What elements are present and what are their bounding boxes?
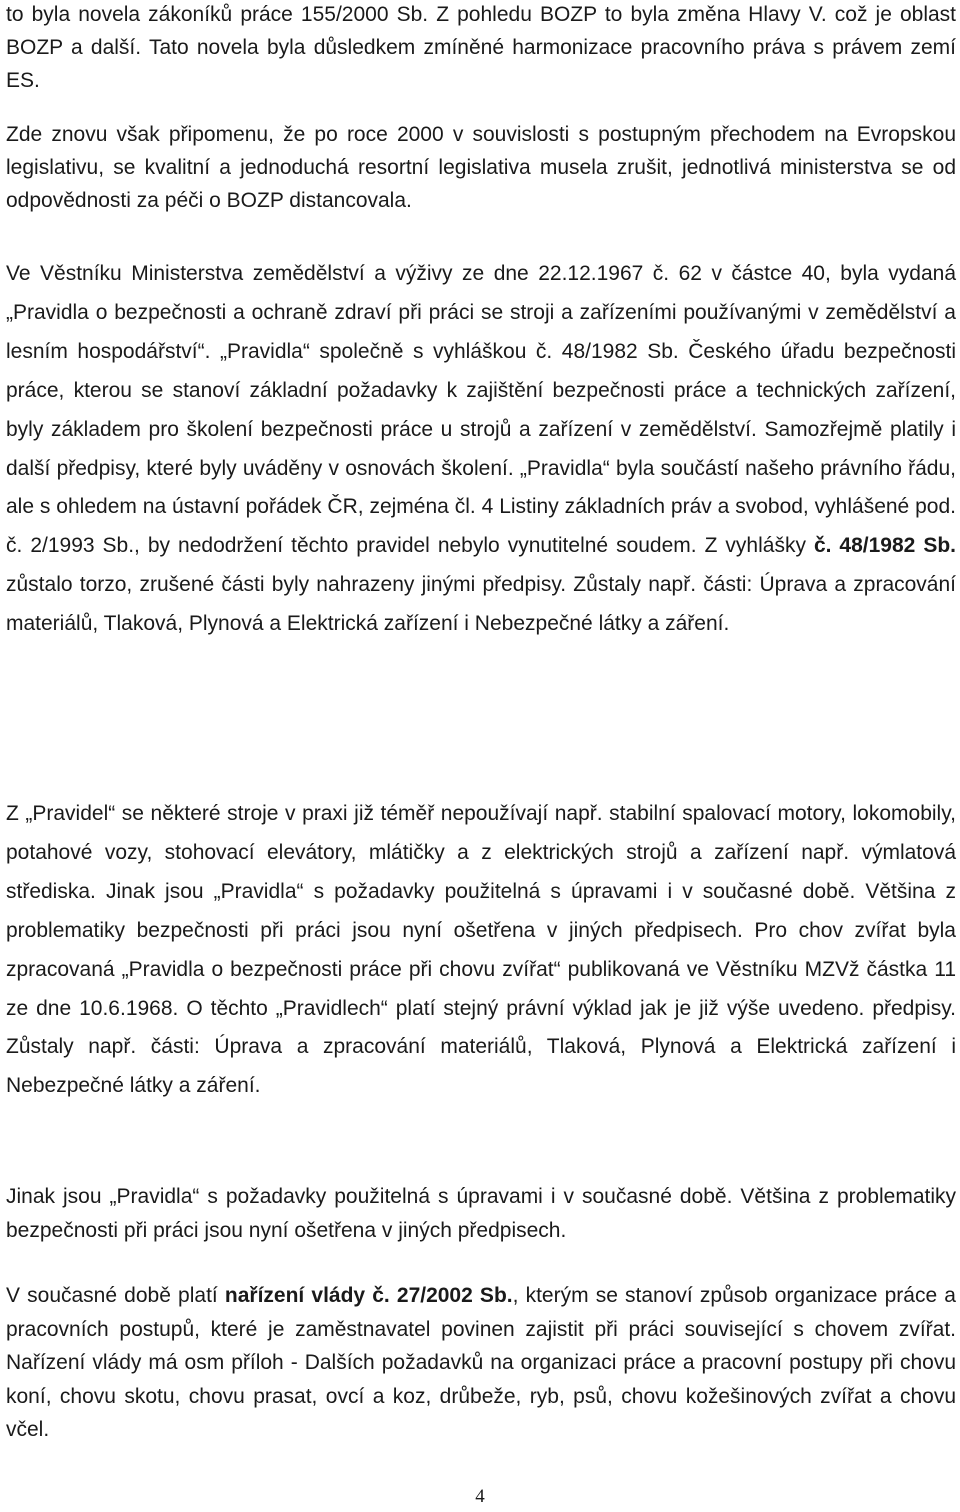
paragraph-3-text-a: Ve Věstníku Ministerstva zemědělství a výživy ze dne 22.12.1967 č. 62 v částce 40, byla vydaná „Pravidla o bezpečnosti a ochraně zdraví při práci se stroji a zařízeními používanými v zemědělství a lesním hospodářství“. „Pravidla“ společně s vyhláškou č. 48/1982 Sb. Českého úřadu bezpečnosti práce, kterou se stanoví základní požadavky k zajištění bezpečnosti práce a technických zařízení, byly základem pro školení bezpečnosti práce u strojů a zařízení v zemědělství. Samozřejmě platily i další předpisy, které byly uváděny v osnovách školení. „Pravidla“ byla součástí našeho právního řádu, ale s ohledem na ústavní pořádek ČR, zejména čl. 4 Listiny základních práv a svobod, vyhlášené pod. č. 2/1993 Sb., by nedodržení těchto pravidel nebylo vynutitelné soudem. Z vyhlášky (6, 262, 956, 558)
paragraph-4: Z „Pravidel“ se některé stroje v praxi již téměř nepoužívají např. stabilní spalovací motory, lokomobily, potahové vozy, stohovací elevátory, mlátičky a z elektrických strojů a zařízení např. výmlatová střediska. Jinak jsou „Pravidla“ s požadavky použitelná s úpravami i v současné době. Většina z problematiky bezpečnosti při práci jsou nyní ošetřena v jiných předpisech. Pro chov zvířat byla zpracovaná „Pravidla o bezpečnosti práce při chovu zvířat“ publikovaná ve Věstníku MZVž částka 11 ze dne 10.6.1968. O těchto „Pravidlech“ platí stejný právní výklad jak je již výše uvedeno. předpisy. Zůstaly např. části: Úprava a zpracování materiálů, Tlaková, Plynová a Elektrická zařízení i Nebezpečné látky a záření. (6, 802, 956, 1098)
paragraph-3-text-b: zůstalo torzo, zrušené části byly nahrazeny jinými předpisy. Zůstaly např. části: Úprava a zpracování materiálů, Tlaková, Plynová a Elektrická zařízení i Nebezpečné látky a záření. (6, 573, 956, 636)
paragraph-5: Jinak jsou „Pravidla“ s požadavky použitelná s úpravami i v současné době. Většina z problematiky bezpečnosti při práci jsou nyní ošetřena v jiných předpisech. (6, 1185, 956, 1242)
paragraph-1: to byla novela zákoníků práce 155/2000 Sb. Z pohledu BOZP to byla změna Hlavy V. což je oblast BOZP a další. Tato novela byla důsledkem zmíněné harmonizace pracovního práva s právem zemí ES. (6, 3, 956, 92)
paragraph-3 (6, 255, 956, 644)
paragraph-6-bold: nařízení vlády č. 27/2002 Sb. (224, 1284, 513, 1307)
paragraph-3-bold: č. 48/1982 Sb. (813, 534, 957, 558)
paragraph-6-text-b: , kterým se stanoví způsob organizace práce a pracovních postupů, které je zaměstnavatel povinen zajistit při práci související s chovem zvířat. Nařízení vlády má osm příloh - Dalších požadavků na organizaci práce a pracovní postupy při chovu koní, chovu skotu, chovu prasat, ovcí a koz, drůbeže, ryb, psů, chovu kožešinových zvířat a chovu včel. (6, 1284, 956, 1441)
paragraph-6-text-a: V současné době platí (6, 1284, 225, 1307)
paragraph-6 (6, 1279, 956, 1447)
page-number: 4 (475, 1486, 485, 1507)
paragraph-2: Zde znovu však připomenu, že po roce 2000 v souvislosti s postupným přechodem na Evropskou legislativu, se kvalitní a jednoduchá resortní legislativa musela zrušit, jednotlivá ministerstva se od odpovědnosti za péči o BOZP distancovala. (6, 123, 956, 212)
